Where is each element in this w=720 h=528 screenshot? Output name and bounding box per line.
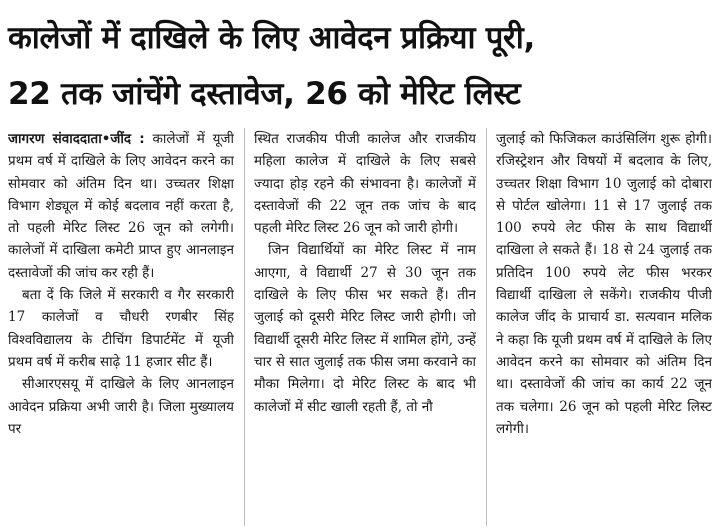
article-paragraph: बता दें कि जिले में सरकारी व गैर सरकारी 17 कालेजों व चौधरी रणबीर सिंह विश्वविद्यालय के टीचिंग डिपार्टमेंट में यूजी प्रथम वर्ष में करीब साढ़े 11 हजार सीट हैं। [8,287,234,370]
article-paragraph: सीआरएसयू में दाखिले के लिए आनलाइन आवेदन प्रक्रिया अभी जारी है। जिला मुख्यालय पर [8,376,234,437]
article-column-1 [8,128,234,526]
headline-line-1: कालेजों में दाखिले के लिए आवेदन प्रक्रिया पूरी, [8,20,535,56]
column-divider [244,128,245,526]
article-paragraph: जुलाई को फिजिकल काउंसिलिंग शुरू होगी। रजिस्ट्रेशन और विषयों में बदलाव के लिए, उच्चतर शिक्षा विभाग 10 जुलाई को दोबारा से पोर्टल खोलेगा। 11 से 17 जुलाई तक 100 रुपये लेट फीस के साथ विद्यार्थी दाखिला ले सकते हैं। 18 से 24 जुलाई तक प्रतिदिन 100 रुपये लेट फीस भरकर विद्यार्थी दाखिला ले सकेंगे। राजकीय पीजी कालेज जींद के प्राचार्य डा. सत्यवान मलिक ने कहा कि यूजी प्रथम वर्ष में दाखिले के लिए आवेदन करने का सोमवार को अंतिम दिन था। दस्तावेजों की जांच का कार्य 22 जून तक चलेगा। 26 जून को पहली मेरिट लिस्ट लगेगी। [496,131,712,437]
article-column-3 [496,128,712,526]
article-column-2 [254,128,476,526]
article-paragraph [8,128,234,284]
byline: जागरण संवाददाता•जींद : [8,131,145,147]
paragraph-text: कालेजों में यूजी प्रथम वर्ष में दाखिले के लिए आवेदन करने का सोमवार को अंतिम दिन था। उच्चतर शिक्षा विभाग शेड्यूल में कोई बदलाव नहीं करता है, तो पहली मेरिट लिस्ट 26 जून को लगेगी। कालेजों में दाखिला कमेटी प्राप्त हुए आनलाइन दस्तावेजों की जांच कर रही हैं। [8,131,234,281]
headline [8,10,714,122]
column-divider [486,128,487,526]
article-paragraph: जिन विद्यार्थियों का मेरिट लिस्ट में नाम आएगा, वे विद्यार्थी 27 से 30 जून तक दाखिले के लिए फीस भर सकते हैं। तीन जुलाई को दूसरी मेरिट लिस्ट जारी होगी। जो विद्यार्थी दूसरी मेरिट लिस्ट में शामिल होंगे, उन्हें चार से सात जुलाई तक फीस जमा करवाने का मौका मिलेगा। दो मेरिट लिस्ट के बाद भी कालेजों में सीट खाली रहती हैं, तो नौ [254,242,476,415]
headline-line-2: 22 तक जांचेंगे दस्तावेज, 26 को मेरिट लिस्ट [8,76,521,112]
article-paragraph: स्थित राजकीय पीजी कालेज और राजकीय महिला कालेज में दाखिले के लिए सबसे ज्यादा होड़ रहने की संभावना है। कालेजों में दस्तावेजों की 22 जून तक जांच के बाद पहली मेरिट लिस्ट 26 जून को जारी होगी। [254,131,476,237]
article-body [8,128,712,526]
